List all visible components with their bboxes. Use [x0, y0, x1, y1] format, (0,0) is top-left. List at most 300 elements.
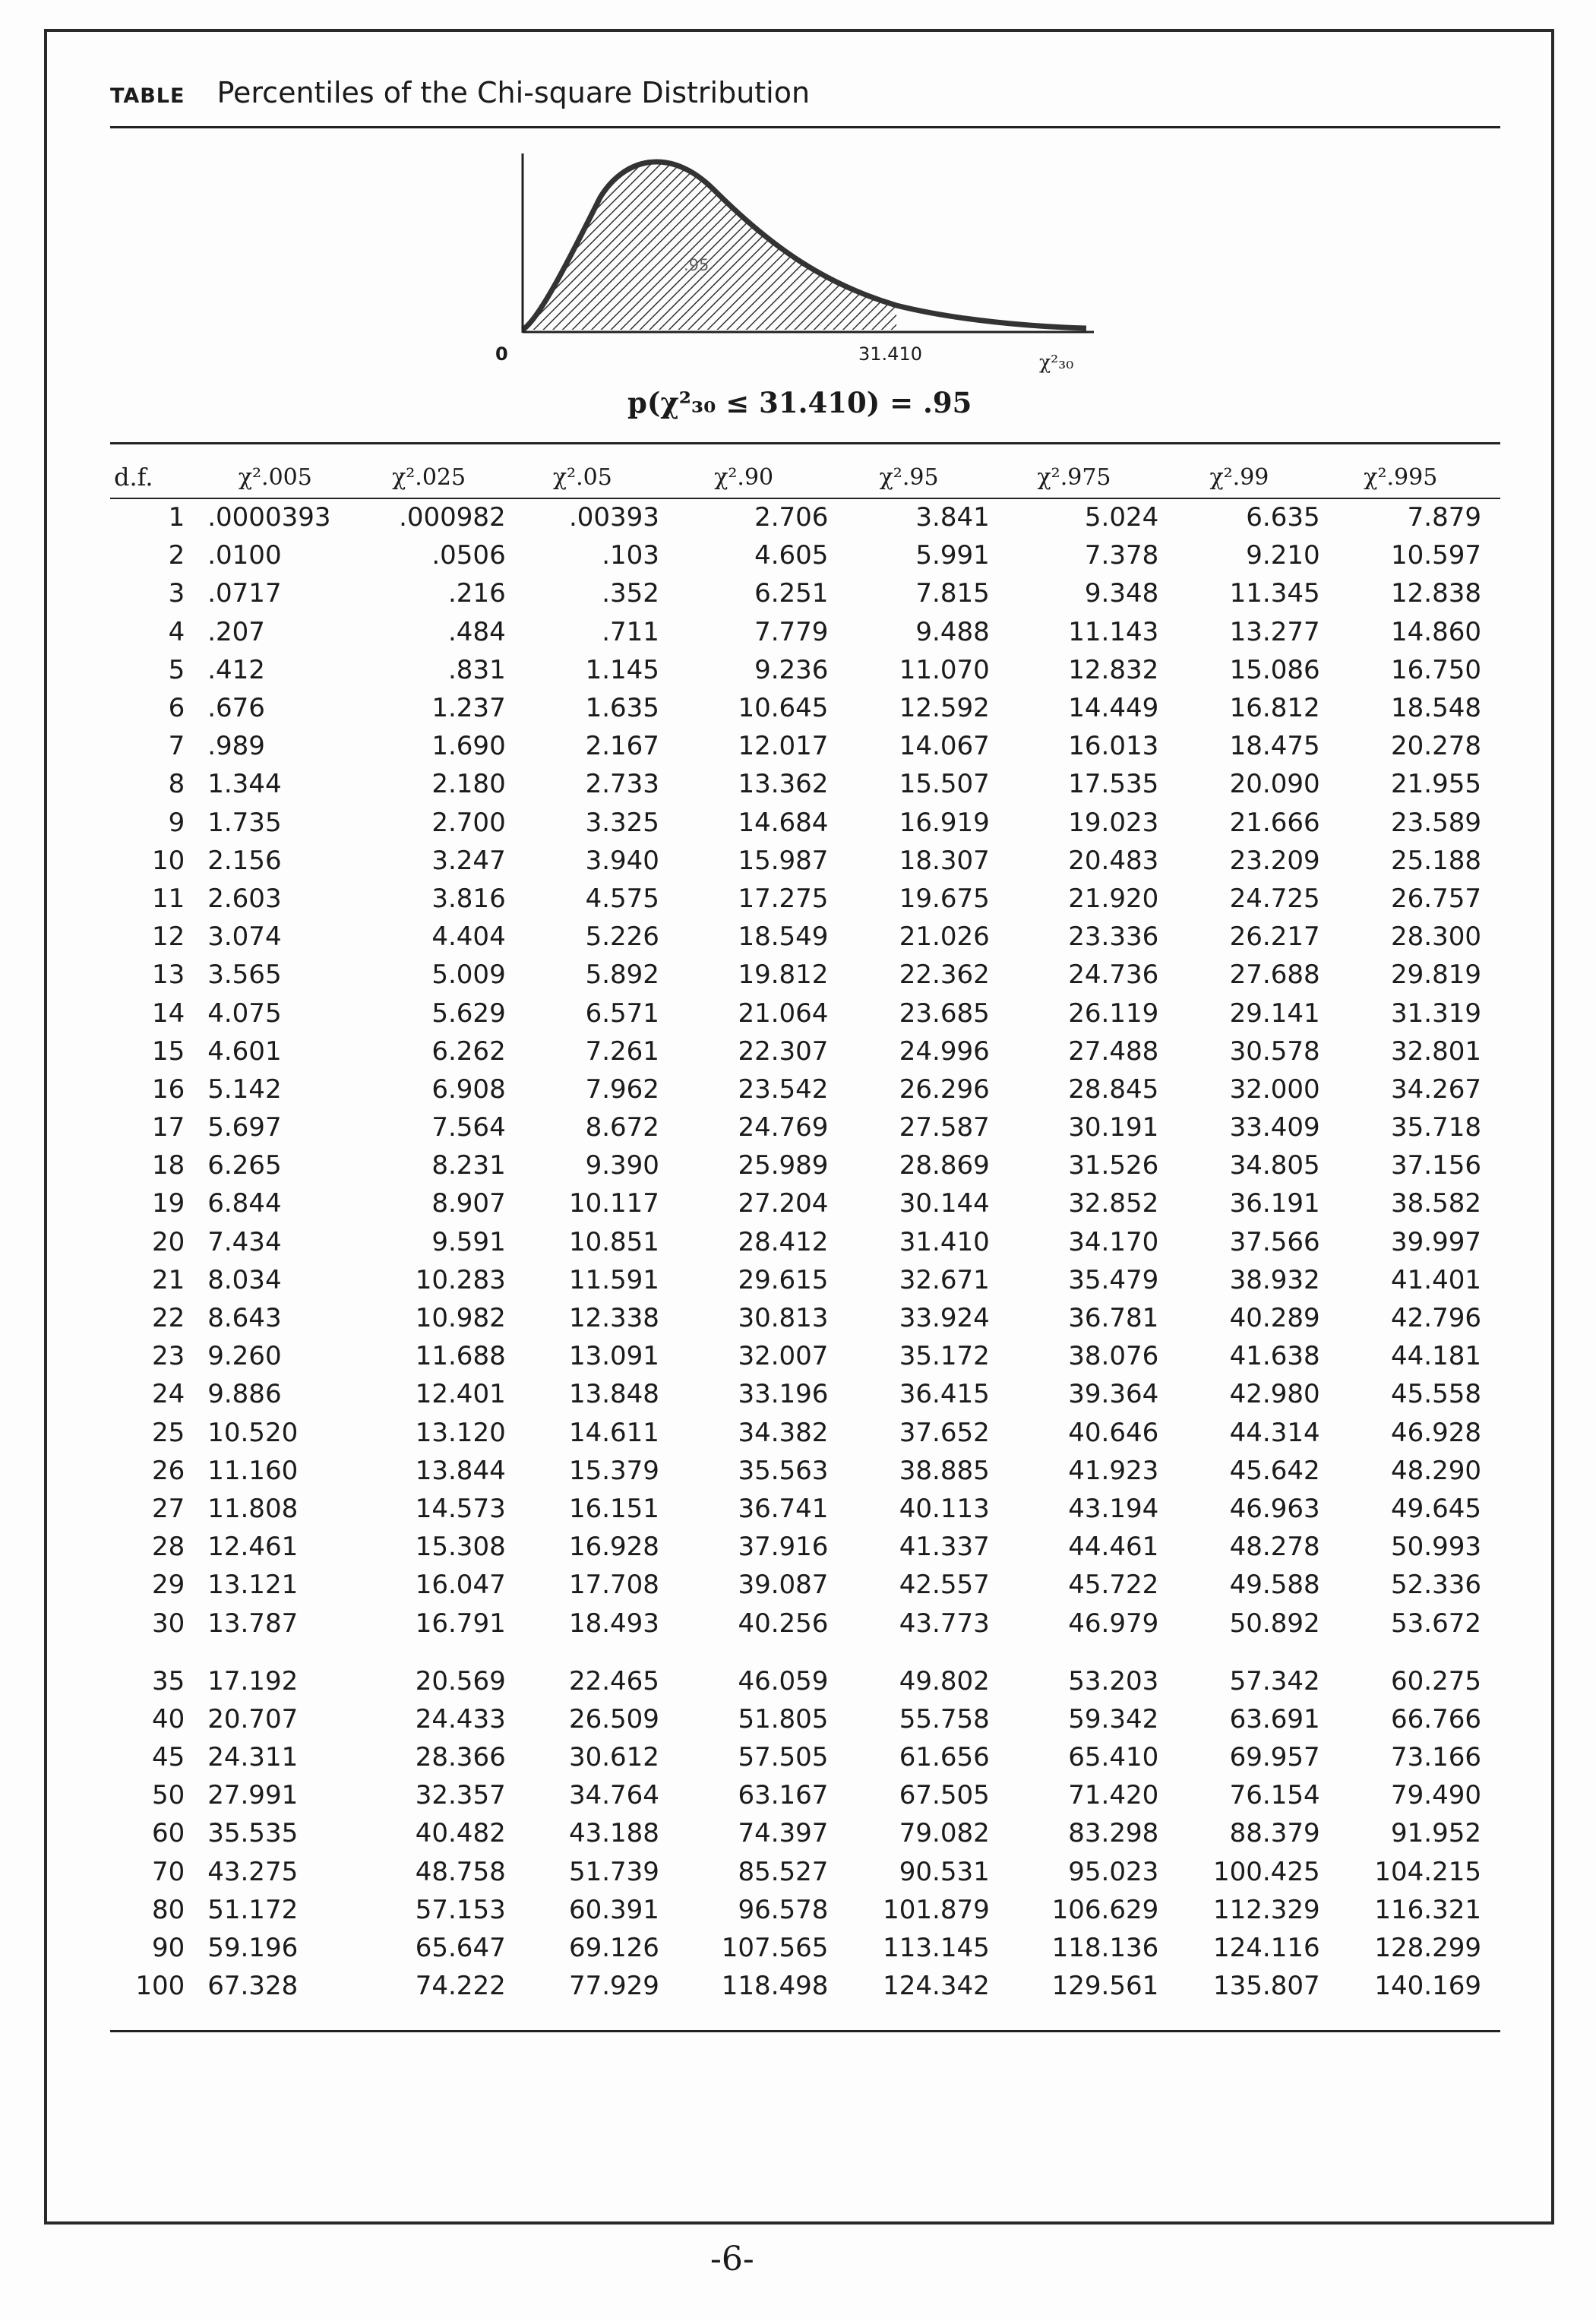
- value-cell: 16.928: [568, 1532, 659, 1563]
- value-cell: 17.192: [207, 1665, 299, 1696]
- value-cell: .00393: [568, 502, 659, 533]
- value-cell: 39.087: [738, 1570, 829, 1601]
- value-cell: 9.236: [754, 654, 829, 685]
- value-cell: .352: [602, 578, 659, 609]
- value-cell: 32.671: [899, 1264, 990, 1295]
- df-cell: 22: [151, 1303, 185, 1334]
- value-cell: .484: [448, 616, 506, 647]
- value-cell: 1.145: [585, 654, 659, 685]
- value-cell: 12.338: [568, 1303, 659, 1334]
- value-cell: 112.329: [1212, 1894, 1320, 1925]
- value-cell: 28.869: [899, 1150, 990, 1181]
- value-cell: 13.844: [415, 1455, 506, 1486]
- value-cell: 106.629: [1051, 1894, 1159, 1925]
- value-cell: 37.916: [738, 1532, 829, 1563]
- value-cell: 79.490: [1391, 1780, 1481, 1811]
- value-cell: 36.415: [899, 1379, 990, 1410]
- value-cell: 15.987: [738, 845, 829, 876]
- value-cell: 30.144: [899, 1188, 990, 1219]
- column-header: χ².95: [879, 463, 939, 491]
- value-cell: 24.996: [899, 1036, 990, 1067]
- table-body: [114, 498, 1481, 2005]
- table-row: [114, 1261, 1481, 1299]
- value-cell: 6.844: [207, 1188, 282, 1219]
- value-cell: 20.278: [1391, 731, 1481, 762]
- table-row: [114, 1700, 1481, 1738]
- table-row: [114, 1299, 1481, 1337]
- column-header: χ².995: [1364, 463, 1438, 491]
- value-cell: 31.319: [1391, 998, 1481, 1029]
- df-cell: 16: [151, 1074, 185, 1105]
- value-cell: 13.277: [1229, 616, 1320, 647]
- df-cell: 27: [151, 1493, 185, 1524]
- value-cell: 41.638: [1229, 1341, 1320, 1372]
- value-cell: 7.378: [1084, 540, 1159, 571]
- value-cell: 30.612: [568, 1742, 659, 1773]
- value-cell: 11.345: [1229, 578, 1320, 609]
- value-cell: 4.575: [585, 883, 659, 914]
- value-cell: 9.591: [431, 1226, 506, 1257]
- value-cell: 11.808: [207, 1493, 299, 1524]
- value-cell: 38.932: [1229, 1264, 1320, 1295]
- table-row: [114, 1738, 1481, 1776]
- df-cell: 13: [151, 960, 185, 991]
- value-cell: 113.145: [883, 1933, 990, 1964]
- value-cell: 34.764: [568, 1780, 659, 1811]
- value-cell: 8.034: [207, 1264, 282, 1295]
- table-row: [114, 918, 1481, 956]
- df-cell: 25: [151, 1417, 185, 1448]
- df-cell: 29: [151, 1570, 185, 1601]
- value-cell: 33.196: [738, 1379, 829, 1410]
- value-cell: 11.143: [1068, 616, 1159, 647]
- value-cell: 10.520: [207, 1417, 299, 1448]
- value-cell: 36.781: [1068, 1303, 1159, 1334]
- value-cell: 34.382: [738, 1417, 829, 1448]
- value-cell: 23.589: [1391, 807, 1481, 838]
- value-cell: 49.645: [1391, 1493, 1481, 1524]
- value-cell: 35.563: [738, 1455, 829, 1486]
- value-cell: 50.993: [1391, 1532, 1481, 1563]
- value-cell: 29.615: [738, 1264, 829, 1295]
- value-cell: 24.725: [1229, 883, 1320, 914]
- value-cell: 37.156: [1391, 1150, 1481, 1181]
- value-cell: 53.672: [1391, 1608, 1481, 1639]
- table-row: [114, 994, 1481, 1032]
- df-cell: 45: [151, 1742, 185, 1773]
- value-cell: 13.848: [568, 1379, 659, 1410]
- value-cell: 15.308: [415, 1532, 506, 1563]
- value-cell: 63.691: [1229, 1703, 1320, 1734]
- value-cell: 95.023: [1068, 1856, 1159, 1887]
- value-cell: 35.718: [1391, 1112, 1481, 1143]
- value-cell: 31.410: [899, 1226, 990, 1257]
- value-cell: 41.923: [1068, 1455, 1159, 1486]
- value-cell: 1.344: [207, 769, 282, 800]
- table-tag: TABLE: [110, 84, 185, 108]
- value-cell: 26.217: [1229, 922, 1320, 953]
- value-cell: 31.526: [1068, 1150, 1159, 1181]
- value-cell: 4.605: [754, 540, 829, 571]
- value-cell: .216: [448, 578, 506, 609]
- value-cell: 59.196: [207, 1933, 299, 1964]
- value-cell: 24.311: [207, 1742, 299, 1773]
- probability-statement: p(χ²₃₀ ≤ 31.410) = .95: [627, 386, 972, 419]
- value-cell: 85.527: [738, 1856, 829, 1887]
- value-cell: 67.505: [899, 1780, 990, 1811]
- value-cell: 9.886: [207, 1379, 282, 1410]
- value-cell: 12.401: [415, 1379, 506, 1410]
- value-cell: 96.578: [738, 1894, 829, 1925]
- value-cell: .0506: [431, 540, 506, 571]
- table-row: [114, 1929, 1481, 1967]
- value-cell: 28.412: [738, 1226, 829, 1257]
- table-row: [114, 1223, 1481, 1261]
- value-cell: 45.722: [1068, 1570, 1159, 1601]
- table-title: Percentiles of the Chi-square Distribution: [216, 76, 811, 109]
- value-cell: 11.070: [899, 654, 990, 685]
- value-cell: 16.013: [1068, 731, 1159, 762]
- table-row: [114, 613, 1481, 651]
- value-cell: 13.091: [568, 1341, 659, 1372]
- df-cell: 2: [168, 540, 185, 571]
- value-cell: 12.461: [207, 1532, 299, 1563]
- value-cell: 24.736: [1068, 960, 1159, 991]
- table-row: [114, 1184, 1481, 1222]
- value-cell: 30.813: [738, 1303, 829, 1334]
- value-cell: 2.603: [207, 883, 282, 914]
- value-cell: 6.265: [207, 1150, 282, 1181]
- value-cell: 37.652: [899, 1417, 990, 1448]
- value-cell: 46.979: [1068, 1608, 1159, 1639]
- value-cell: 3.940: [585, 845, 659, 876]
- value-cell: 3.841: [915, 502, 990, 533]
- value-cell: 34.805: [1229, 1150, 1320, 1181]
- value-cell: 35.535: [207, 1818, 299, 1849]
- column-header: χ².99: [1209, 463, 1269, 491]
- df-cell: 14: [151, 998, 185, 1029]
- df-cell: 24: [151, 1379, 185, 1410]
- value-cell: 24.433: [415, 1703, 506, 1734]
- value-cell: 27.991: [207, 1780, 299, 1811]
- value-cell: 44.314: [1229, 1417, 1320, 1448]
- value-cell: 140.169: [1374, 1971, 1481, 2002]
- value-cell: .103: [602, 540, 659, 571]
- value-cell: 7.879: [1407, 502, 1481, 533]
- table-header-row: [114, 456, 1481, 498]
- value-cell: 19.023: [1068, 807, 1159, 838]
- table-row: [114, 1814, 1481, 1852]
- value-cell: 27.587: [899, 1112, 990, 1143]
- value-cell: 21.955: [1391, 769, 1481, 800]
- value-cell: 9.390: [585, 1150, 659, 1181]
- value-cell: 28.366: [415, 1742, 506, 1773]
- column-header: χ².05: [552, 463, 612, 491]
- value-cell: 10.982: [415, 1303, 506, 1334]
- value-cell: 1.635: [585, 693, 659, 724]
- value-cell: 23.685: [899, 998, 990, 1029]
- value-cell: 37.566: [1229, 1226, 1320, 1257]
- value-cell: 18.549: [738, 922, 829, 953]
- value-cell: 12.017: [738, 731, 829, 762]
- table-row: [114, 1414, 1481, 1452]
- table-row: [114, 727, 1481, 765]
- value-cell: 23.209: [1229, 845, 1320, 876]
- value-cell: 20.569: [415, 1665, 506, 1696]
- value-cell: 74.222: [415, 1971, 506, 2002]
- value-cell: 7.434: [207, 1226, 282, 1257]
- table-row: [114, 536, 1481, 574]
- table-row: [114, 689, 1481, 727]
- value-cell: 26.119: [1068, 998, 1159, 1029]
- value-cell: .412: [207, 654, 265, 685]
- df-cell: 7: [168, 731, 185, 762]
- column-header: χ².975: [1037, 463, 1111, 491]
- value-cell: 124.342: [883, 1971, 990, 2002]
- value-cell: 9.260: [207, 1341, 282, 1372]
- value-cell: .207: [207, 616, 265, 647]
- value-cell: 20.483: [1068, 845, 1159, 876]
- value-cell: 35.479: [1068, 1264, 1159, 1295]
- value-cell: 90.531: [899, 1856, 990, 1887]
- value-cell: 101.879: [883, 1894, 990, 1925]
- value-cell: 40.113: [899, 1493, 990, 1524]
- value-cell: 30.578: [1229, 1036, 1320, 1067]
- table-row: [114, 1490, 1481, 1528]
- value-cell: 18.307: [899, 845, 990, 876]
- value-cell: 27.488: [1068, 1036, 1159, 1067]
- chi-square-table: [114, 456, 1481, 2005]
- value-cell: 79.082: [899, 1818, 990, 1849]
- value-cell: 16.047: [415, 1570, 506, 1601]
- value-cell: 74.397: [738, 1818, 829, 1849]
- value-cell: 19.812: [738, 960, 829, 991]
- value-cell: 55.758: [899, 1703, 990, 1734]
- value-cell: 14.684: [738, 807, 829, 838]
- value-cell: 34.267: [1391, 1074, 1481, 1105]
- value-cell: 50.892: [1229, 1608, 1320, 1639]
- df-cell: 100: [135, 1971, 185, 2002]
- table-row: [114, 1853, 1481, 1891]
- value-cell: 5.892: [585, 960, 659, 991]
- value-cell: 118.136: [1051, 1933, 1159, 1964]
- value-cell: 129.561: [1051, 1971, 1159, 2002]
- value-cell: 48.290: [1391, 1455, 1481, 1486]
- value-cell: 35.172: [899, 1341, 990, 1372]
- table-row: [114, 1528, 1481, 1566]
- table-row: [114, 1375, 1481, 1413]
- value-cell: 88.379: [1229, 1818, 1320, 1849]
- value-cell: 41.401: [1391, 1264, 1481, 1295]
- value-cell: 57.505: [738, 1742, 829, 1773]
- df-cell: 4: [168, 616, 185, 647]
- value-cell: 3.074: [207, 922, 282, 953]
- value-cell: 52.336: [1391, 1570, 1481, 1601]
- value-cell: 69.126: [568, 1933, 659, 1964]
- value-cell: 20.707: [207, 1703, 299, 1734]
- value-cell: .831: [448, 654, 506, 685]
- table-row: [114, 1337, 1481, 1375]
- value-cell: 21.026: [899, 922, 990, 953]
- value-cell: 28.845: [1068, 1074, 1159, 1105]
- value-cell: .0717: [207, 578, 282, 609]
- value-cell: 3.565: [207, 960, 282, 991]
- value-cell: 27.204: [738, 1188, 829, 1219]
- value-cell: 14.860: [1391, 616, 1481, 647]
- value-cell: 21.666: [1229, 807, 1320, 838]
- value-cell: 16.151: [568, 1493, 659, 1524]
- df-cell: 26: [151, 1455, 185, 1486]
- value-cell: 18.493: [568, 1608, 659, 1639]
- value-cell: 42.796: [1391, 1303, 1481, 1334]
- value-cell: 61.656: [899, 1742, 990, 1773]
- df-cell: 15: [151, 1036, 185, 1067]
- critical-value-label: 31.410: [858, 343, 922, 365]
- value-cell: .676: [207, 693, 265, 724]
- value-cell: 60.275: [1391, 1665, 1481, 1696]
- value-cell: .989: [207, 731, 265, 762]
- value-cell: 128.299: [1374, 1933, 1481, 1964]
- table-row: [114, 1566, 1481, 1604]
- value-cell: 44.461: [1068, 1532, 1159, 1563]
- table-row: [114, 1032, 1481, 1070]
- value-cell: 26.509: [568, 1703, 659, 1734]
- value-cell: 2.167: [585, 731, 659, 762]
- table-row: [114, 1108, 1481, 1146]
- value-cell: 59.342: [1068, 1703, 1159, 1734]
- value-cell: 22.465: [568, 1665, 659, 1696]
- value-cell: 10.117: [568, 1188, 659, 1219]
- value-cell: 3.325: [585, 807, 659, 838]
- value-cell: 2.180: [431, 769, 506, 800]
- value-cell: 14.067: [899, 731, 990, 762]
- value-cell: 2.706: [754, 502, 829, 533]
- df-cell: 19: [151, 1188, 185, 1219]
- table-row: [114, 574, 1481, 612]
- table-row: [114, 1070, 1481, 1108]
- value-cell: 63.167: [738, 1780, 829, 1811]
- value-cell: 29.819: [1391, 960, 1481, 991]
- axis-zero-label: 0: [495, 343, 508, 365]
- table-row: [114, 1776, 1481, 1814]
- table-row: [114, 651, 1481, 689]
- value-cell: 32.801: [1391, 1036, 1481, 1067]
- value-cell: 12.838: [1391, 578, 1481, 609]
- value-cell: 3.816: [431, 883, 506, 914]
- value-cell: 19.675: [899, 883, 990, 914]
- value-cell: 36.191: [1229, 1188, 1320, 1219]
- df-cell: 50: [151, 1780, 185, 1811]
- value-cell: 8.231: [431, 1150, 506, 1181]
- df-cell: 80: [151, 1894, 185, 1925]
- table-row: [114, 956, 1481, 994]
- value-cell: 65.647: [415, 1933, 506, 1964]
- value-cell: 4.075: [207, 998, 282, 1029]
- value-cell: 46.963: [1229, 1493, 1320, 1524]
- value-cell: 41.337: [899, 1532, 990, 1563]
- value-cell: 24.769: [738, 1112, 829, 1143]
- value-cell: 16.812: [1229, 693, 1320, 724]
- value-cell: 57.342: [1229, 1665, 1320, 1696]
- value-cell: 32.852: [1068, 1188, 1159, 1219]
- value-cell: 26.296: [899, 1074, 990, 1105]
- df-cell: 8: [168, 769, 185, 800]
- value-cell: 1.690: [431, 731, 506, 762]
- value-cell: 4.601: [207, 1036, 282, 1067]
- df-cell: 20: [151, 1226, 185, 1257]
- value-cell: 124.116: [1212, 1933, 1320, 1964]
- value-cell: 40.482: [415, 1818, 506, 1849]
- value-cell: 57.153: [415, 1894, 506, 1925]
- value-cell: 71.420: [1068, 1780, 1159, 1811]
- value-cell: 51.739: [568, 1856, 659, 1887]
- df-cell: 30: [151, 1608, 185, 1639]
- value-cell: 44.181: [1391, 1341, 1481, 1372]
- df-cell: 28: [151, 1532, 185, 1563]
- df-cell: 1: [168, 502, 185, 533]
- column-header: χ².005: [238, 463, 312, 491]
- value-cell: 77.929: [568, 1971, 659, 2002]
- header-rule: [110, 126, 1500, 128]
- value-cell: .0000393: [207, 502, 331, 533]
- value-cell: 45.558: [1391, 1379, 1481, 1410]
- value-cell: .711: [602, 616, 659, 647]
- value-cell: 8.907: [431, 1188, 506, 1219]
- value-cell: 7.779: [754, 616, 829, 647]
- value-cell: 16.750: [1391, 654, 1481, 685]
- table-row: [114, 880, 1481, 918]
- value-cell: 15.507: [899, 769, 990, 800]
- value-cell: 39.997: [1391, 1226, 1481, 1257]
- value-cell: 91.952: [1391, 1818, 1481, 1849]
- value-cell: 6.571: [585, 998, 659, 1029]
- value-cell: 9.488: [915, 616, 990, 647]
- column-header: χ².025: [392, 463, 466, 491]
- value-cell: 45.642: [1229, 1455, 1320, 1486]
- value-cell: 11.160: [207, 1455, 299, 1486]
- df-cell: 60: [151, 1818, 185, 1849]
- value-cell: 43.773: [899, 1608, 990, 1639]
- value-cell: 29.141: [1229, 998, 1320, 1029]
- value-cell: 13.787: [207, 1608, 299, 1639]
- value-cell: 25.989: [738, 1150, 829, 1181]
- value-cell: 15.379: [568, 1455, 659, 1486]
- value-cell: 66.766: [1391, 1703, 1481, 1734]
- value-cell: 6.262: [431, 1036, 506, 1067]
- df-cell: 3: [168, 578, 185, 609]
- value-cell: 21.064: [738, 998, 829, 1029]
- table-row: [114, 1604, 1481, 1642]
- value-cell: 2.156: [207, 845, 282, 876]
- value-cell: 32.007: [738, 1341, 829, 1372]
- table-bottom-rule: [110, 2030, 1500, 2032]
- value-cell: 27.688: [1229, 960, 1320, 991]
- value-cell: 26.757: [1391, 883, 1481, 914]
- value-cell: 76.154: [1229, 1780, 1320, 1811]
- value-cell: 65.410: [1068, 1742, 1159, 1773]
- df-cell: 21: [151, 1264, 185, 1295]
- value-cell: 69.957: [1229, 1742, 1320, 1773]
- value-cell: 104.215: [1374, 1856, 1481, 1887]
- df-cell: 40: [151, 1703, 185, 1734]
- value-cell: 51.172: [207, 1894, 299, 1925]
- value-cell: 39.364: [1068, 1379, 1159, 1410]
- value-cell: 2.733: [585, 769, 659, 800]
- value-cell: 14.573: [415, 1493, 506, 1524]
- value-cell: 10.851: [568, 1226, 659, 1257]
- column-header-df: d.f.: [114, 463, 153, 492]
- value-cell: 14.449: [1068, 693, 1159, 724]
